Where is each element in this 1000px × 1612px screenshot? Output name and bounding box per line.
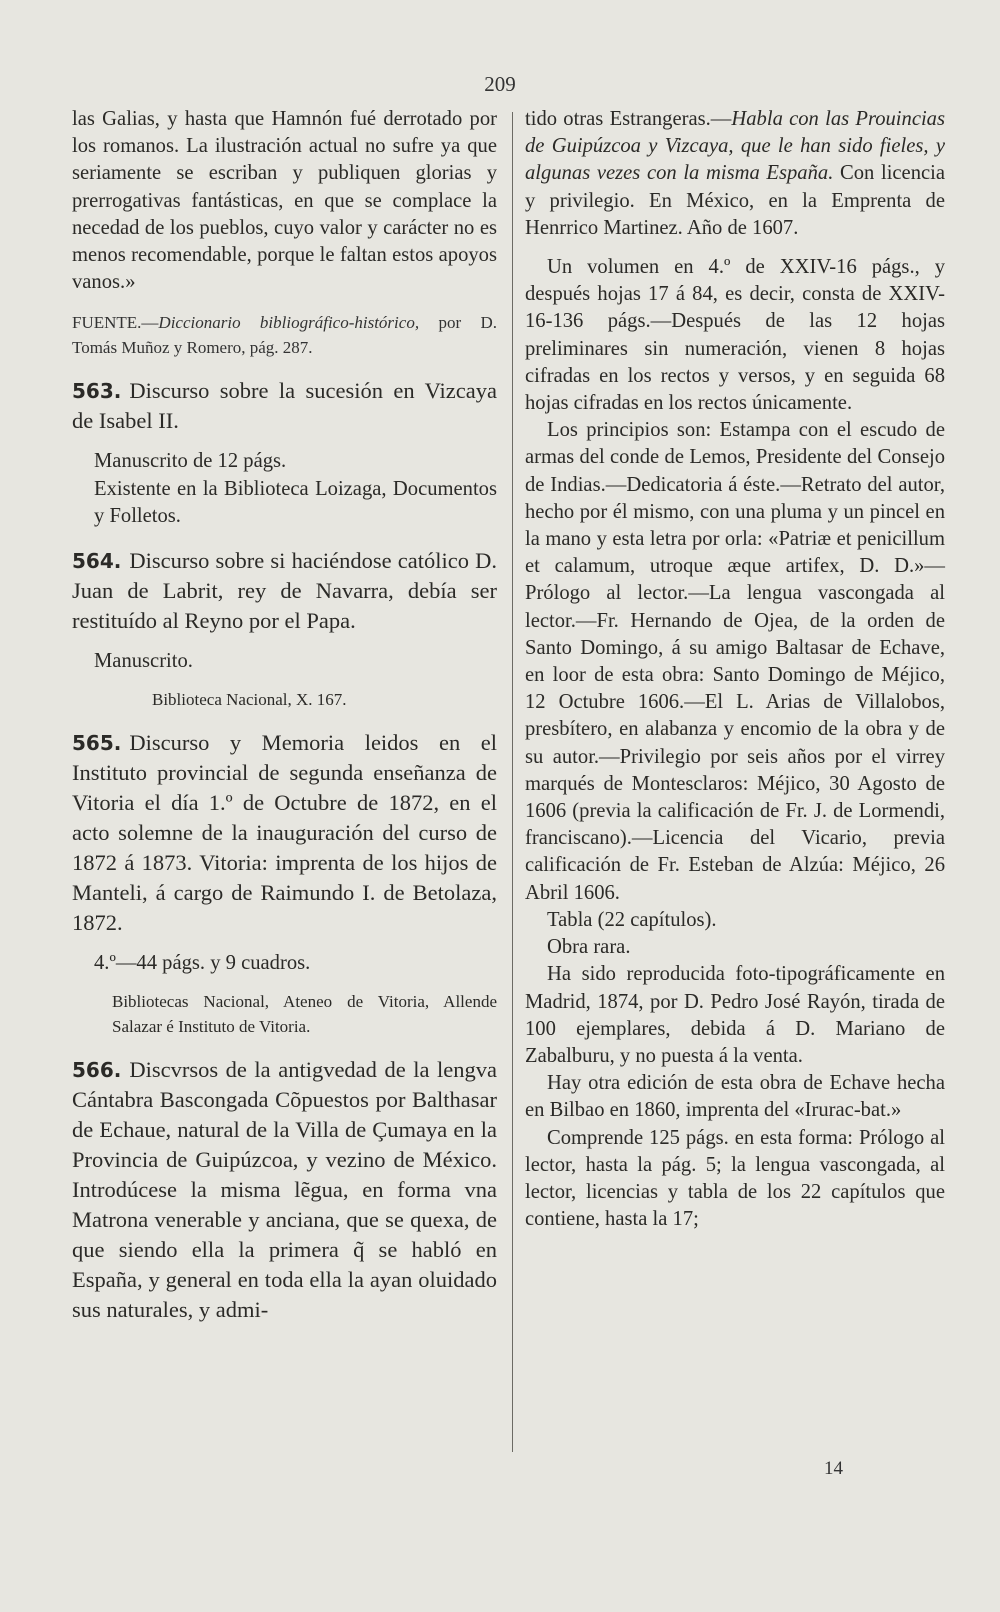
entry-detail: Manuscrito de 12 págs. — [94, 450, 287, 473]
entry-detail: Existente en la Biblioteca Loizaga, Documentos y Folletos. — [94, 477, 497, 527]
entry-565 — [72, 728, 497, 1039]
entry-title — [72, 546, 497, 636]
entry-title — [72, 1055, 497, 1325]
column-divider — [512, 112, 513, 1452]
continuation-after: Con licencia y privilegio. En México, en la Emprenta de Henrrico Martinez. Año de 1607. — [525, 162, 946, 239]
entry-566 — [72, 1055, 497, 1325]
description-paragraph: Ha sido reproducida foto-tipográficamente en Madrid, 1874, por D. Pedro José Rayón, tirada de 100 ejemplares, debida á D. Mariano de Zabalburu, y no puesta á la venta. — [525, 963, 945, 1067]
description-paragraph: Obra rara. — [547, 936, 631, 959]
entry-title-text: Discurso sobre si haciéndose católico D. Juan de Labrit, rey de Navarra, debía ser restituído al Reyno por el Papa. — [72, 548, 497, 634]
entry-library: Bibliotecas Nacional, Ateneo de Vitoria, Allende Salazar é Instituto de Vitoria. — [112, 992, 497, 1037]
entry-detail: Manuscrito. — [94, 650, 193, 673]
description-paragraph: Un volumen en 4.º de XXIV-16 págs., y después hojas 17 á 84, es decir, consta de XXIV-16-136 págs.—Después de las 12 hojas preliminares sin numeración, vienen 8 hojas cifradas en los rectos y versos, y en seguida 68 hojas cifradas en los rectos únicamente. — [525, 256, 945, 415]
entry-title — [72, 728, 497, 938]
entry-563 — [72, 376, 497, 530]
entry-number: 564. — [72, 549, 122, 574]
description-paragraph: Hay otra edición de esta obra de Echave hecha en Bilbao en 1860, imprenta del «Irurac-bat.» — [525, 1072, 945, 1122]
continuation-text: tido otras Estrangeras.— — [525, 108, 732, 130]
description-paragraph: Comprende 125 págs. en esta forma: Prólogo al lector, hasta la pág. 5; la lengua vascongada, al lector, licencias y tabla de los 22 capítulos que contiene, hasta la 17; — [525, 1126, 945, 1231]
entry-detail: 4.º—44 págs. y 9 cuadros. — [94, 952, 311, 975]
left-column — [72, 106, 497, 1325]
page-number: 209 — [484, 72, 516, 96]
source-note — [72, 310, 497, 360]
description-paragraph: Tabla (22 capítulos). — [547, 908, 717, 931]
continuation-italic: Habla con las Prouincias de Guipúzcoa y Vizcaya, que le han sido fieles, y algunas vezes con la misma España. — [525, 108, 945, 185]
entry-number: 566. — [72, 1058, 122, 1083]
description-paragraph: Los principios son: Estampa con el escudo de armas del conde de Lemos, Presidente del Consejo de Indias.—Dedicatoria á éste.—Retrato del autor, hecho por él mismo, con una pluma y un pincel en la mano y esta letra por orla: «Patriæ et penicillum et calamum, utroque æque artifex, D. D.»—Prólogo al lector.—La lengua vascongada al lector.—Fr. Hernando de Ojea, de la orden de Santo Domingo, á su amigo Baltasar de Echave, en loor de esta obra: Santo Domingo de Méjico, 12 Octubre 1606.—El L. Arias de Villalobos, presbítero, en alabanza y encomio de la obra y de su autor.—Privilegio por seis años por el virrey marqués de Montesclaros: Méjico, 30 Agosto de 1606 (previa la calificación de Fr. J. de Lormendi, franciscano).—Licencia del Vicario, previa calificación de Fr. Esteban de Alzúa: Méjico, 26 Abril 1606. — [525, 419, 945, 904]
source-title: Diccionario bibliográfico-histórico, — [158, 313, 420, 333]
entry-title-text: Discurso y Memoria leidos en el Instituto provincial de segunda enseñanza de Vitoria el día 1.º de Octubre de 1872, en el acto solemne de la inauguración del curso de 1872 á 1873. Vitoria: imprenta de los hijos de Manteli, á cargo de Raimundo I. de Betolaza, 1872. — [72, 730, 497, 936]
entry-564 — [72, 546, 497, 712]
entry-number: 563. — [72, 379, 122, 404]
entry-number: 565. — [72, 731, 122, 756]
entry-title — [72, 376, 497, 436]
entry-library: Biblioteca Nacional, X. 167. — [152, 690, 347, 710]
entry-title-text: Discurso sobre la sucesión en Vizcaya de Isabel II. — [72, 378, 497, 434]
entry-566-continuation — [525, 106, 945, 242]
right-column — [525, 106, 945, 1233]
continuation-paragraph: las Galias, y hasta que Hamnón fué derrotado por los romanos. La ilustración actual no sufre ya que seriamente se escriban y publiquen glorias y prerrogativas fantásticas, en que se complace la necedad de los pueblos, cuyo valor y carácter no es menos recomendable, porque le faltan estos apoyos vanos.» — [72, 108, 497, 294]
catchword: 14 — [824, 1458, 843, 1479]
source-rest: por D. Tomás Muñoz y Romero, pág. 287. — [72, 313, 497, 358]
source-label: FUENTE.— — [72, 313, 159, 333]
entry-title-text: Discvrsos de la antigvedad de la lengva Cántabra Bascongada Cõpuestos por Balthasar de Echaue, natural de la Villa de Çumaya en la Provincia de Guipúzcoa, y vezino de México. Introdúcese la misma lẽgua, en forma vna Matrona venerable y anciana, que se quexa, de que siendo ella la primera q̃ se habló en España, y general en toda ella la ayan oluidado sus naturales, y admi- — [72, 1057, 497, 1323]
